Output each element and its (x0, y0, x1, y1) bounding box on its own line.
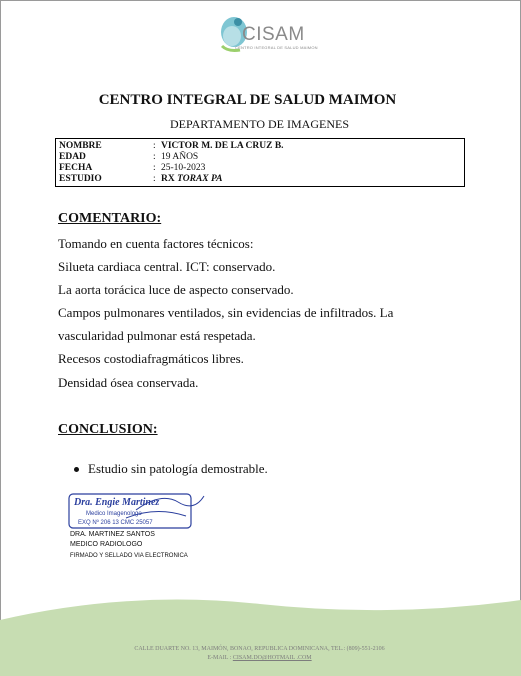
patient-info-box (55, 138, 465, 187)
patient-value: 19 AÑOS (161, 152, 199, 162)
signer-name: DRA. MARTINEZ SANTOS (70, 531, 155, 538)
comentario-line: Campos pulmonares ventilados, sin evidencias de infiltrados. La (58, 305, 394, 320)
patient-separator: : (153, 152, 156, 162)
footer-address: CALLE DUARTE NO. 13, MAIMÓN, BONAO, REPUBLICA DOMINICANA, TEL.: (809)-551-2106 (134, 646, 385, 652)
signer-title: MEDICO RADIOLOGO (70, 541, 143, 548)
patient-value (161, 174, 222, 185)
document-title: CENTRO INTEGRAL DE SALUD MAIMON (98, 92, 397, 108)
patient-value: VICTOR M. DE LA CRUZ B. (161, 141, 284, 151)
footer-email-row (0, 655, 519, 661)
comentario-line: vascularidad pulmonar está respetada. (58, 328, 256, 343)
patient-separator: : (153, 163, 156, 173)
study-prefix: RX (161, 174, 178, 184)
comentario-line: Silueta cardiaca central. ICT: conservado. (58, 259, 276, 274)
footer-email-label: E-MAIL : (207, 655, 233, 661)
patient-label: ESTUDIO (59, 174, 102, 184)
conclusion-heading: CONCLUSION: (58, 422, 158, 437)
stamp-ids: EXQ Nº 206 13 CMC 25057 (78, 520, 153, 526)
signature-stamp (66, 488, 206, 530)
logo-subtext: CENTRO INTEGRAL DE SALUD MAIMON (235, 45, 318, 50)
bullet-icon (74, 467, 79, 472)
study-name: TORAX PA (177, 174, 223, 184)
department-name: DEPARTAMENTO DE IMAGENES (170, 117, 349, 131)
logo-name: CISAM (242, 24, 305, 45)
comentario-heading: COMENTARIO: (58, 211, 162, 226)
patient-label: NOMBRE (59, 141, 102, 151)
cisam-logo (208, 12, 328, 56)
comentario-line: Recesos costodiafragmáticos libres. (58, 351, 244, 366)
patient-label: EDAD (59, 152, 86, 162)
patient-separator: : (153, 174, 156, 184)
footer-wave-shape (0, 600, 521, 676)
conclusion-item-text: Estudio sin patología demostrable. (88, 461, 268, 476)
footer-email-link[interactable]: CISAM.DO@HOTMAIL .COM (232, 655, 312, 661)
footer-wave (0, 590, 521, 676)
signature-note: FIRMADO Y SELLADO VIA ELECTRONICA (70, 553, 188, 559)
comentario-line: La aorta torácica luce de aspecto conservado. (58, 282, 294, 297)
stamp-name: Dra. Engie Martinez (74, 497, 160, 508)
comentario-line: Densidad ósea conservada. (58, 375, 199, 390)
patient-value: 25-10-2023 (161, 163, 206, 173)
patient-separator: : (153, 141, 156, 151)
patient-label: FECHA (59, 163, 93, 173)
comentario-line: Tomando en cuenta factores técnicos: (58, 236, 254, 251)
stamp-role: Medico Imagenologo (86, 511, 142, 517)
